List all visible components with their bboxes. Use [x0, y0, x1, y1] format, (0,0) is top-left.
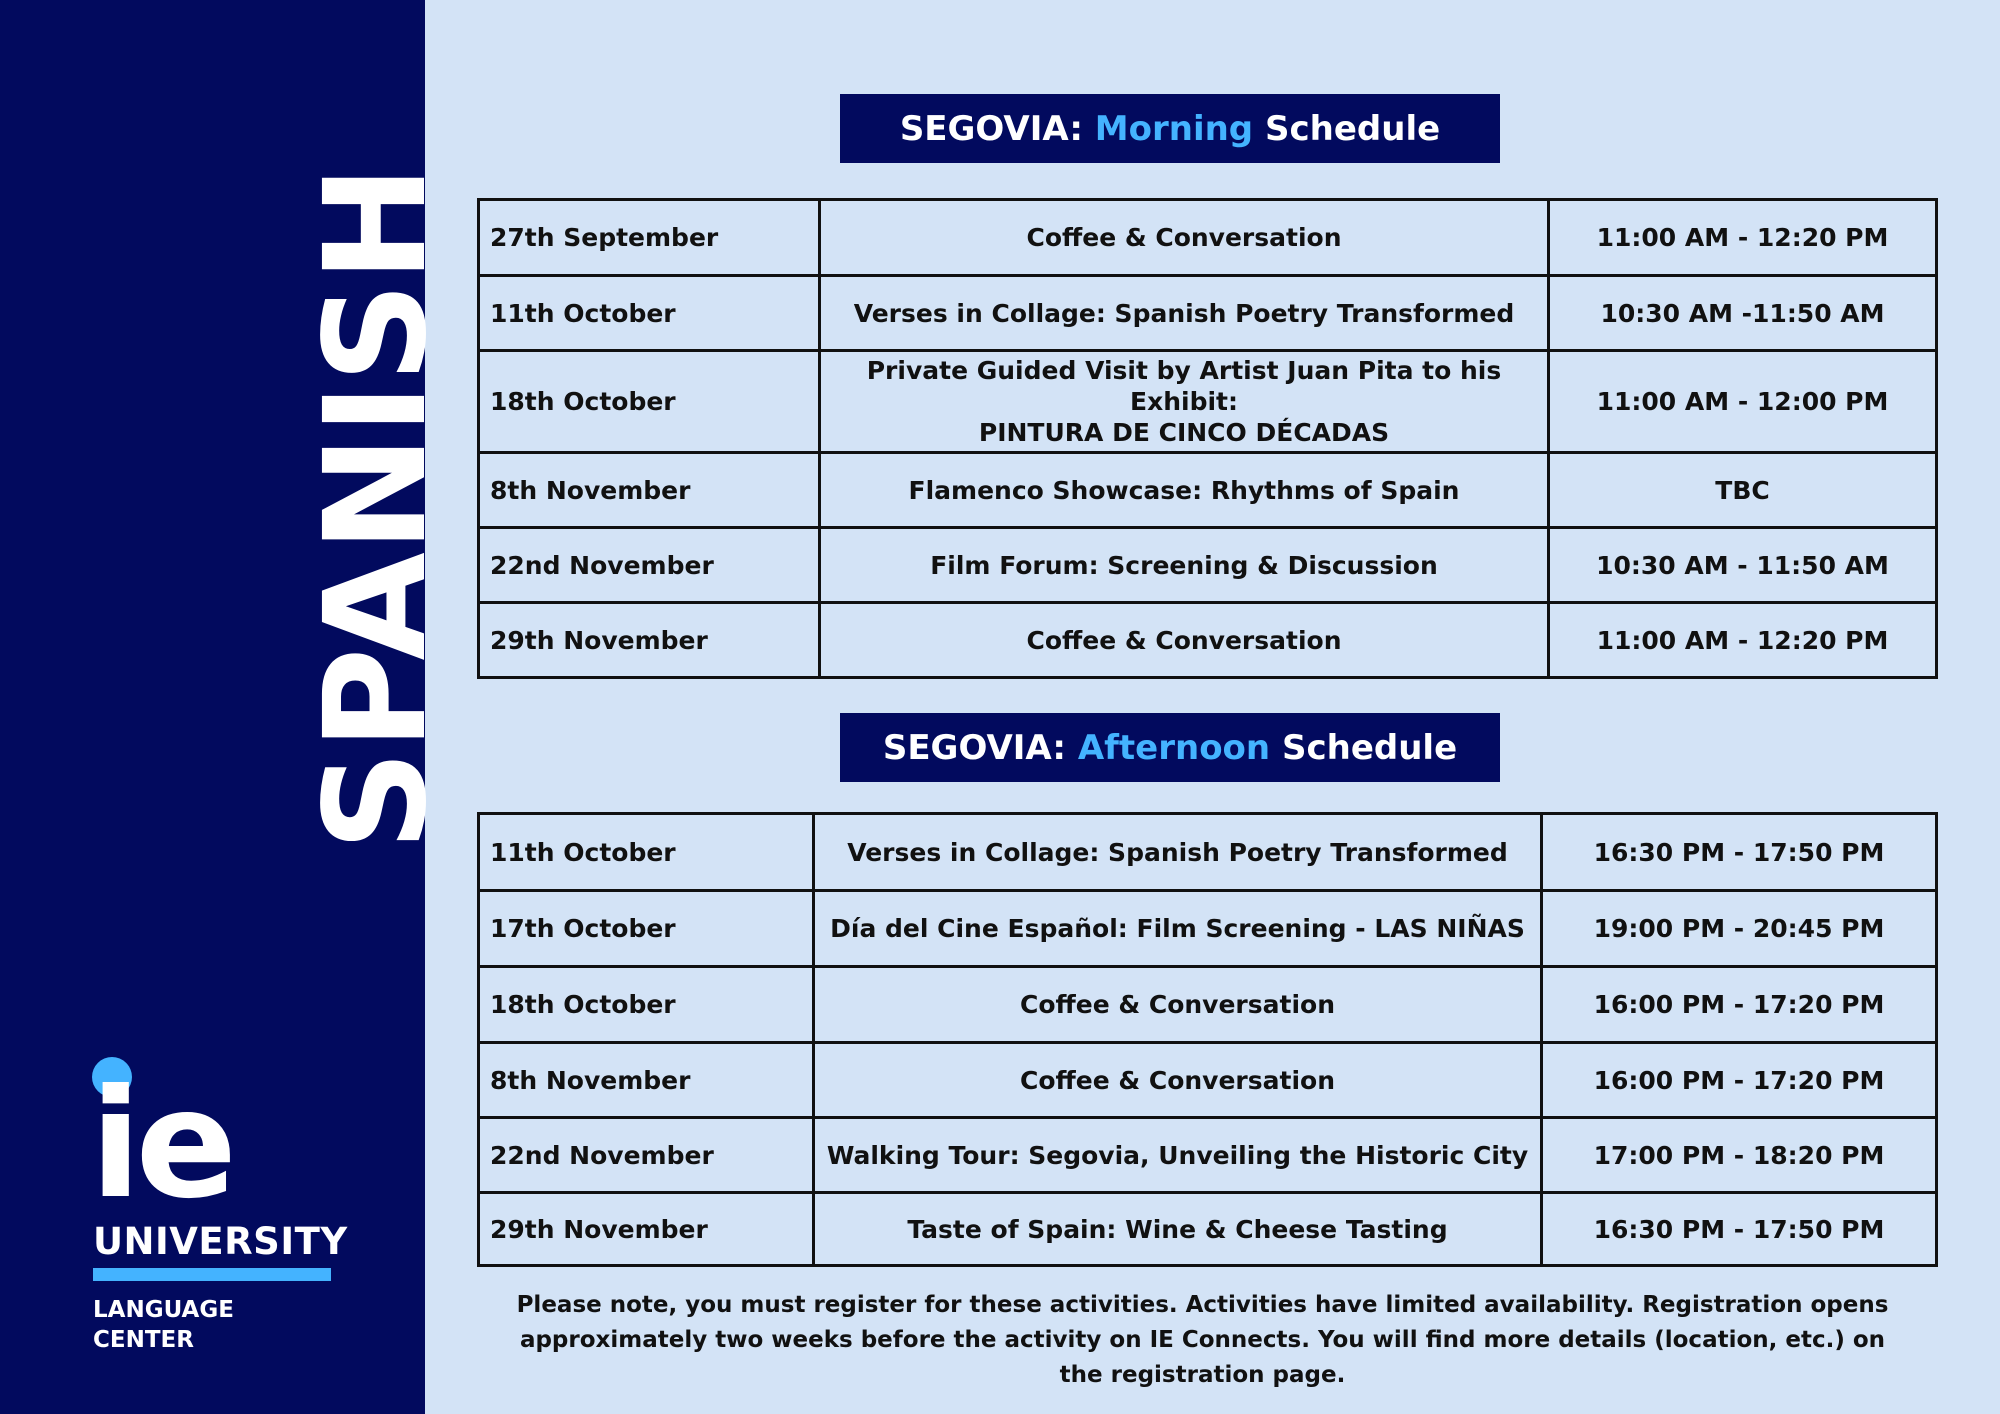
afternoon-heading-suffix: Schedule [1281, 727, 1458, 768]
logo-university-text: UNIVERSITY [93, 1220, 348, 1263]
date-cell: 11th October [479, 814, 814, 891]
date-cell: 11th October [479, 276, 820, 351]
morning-schedule-table [477, 198, 1938, 679]
event-line-1: Private Guided Visit by Artist Juan Pita to his Exhibit: [866, 356, 1502, 416]
event-cell: Coffee & Conversation [820, 603, 1549, 678]
morning-heading-suffix: Schedule [1265, 108, 1441, 149]
table-row [479, 1118, 1937, 1193]
time-cell: 11:00 AM - 12:20 PM [1549, 603, 1937, 678]
date-cell: 29th November [479, 603, 820, 678]
logo-language-center [93, 1295, 234, 1355]
table-row [479, 603, 1937, 678]
time-cell: 17:00 PM - 18:20 PM [1542, 1118, 1937, 1193]
afternoon-schedule-table [477, 812, 1938, 1267]
time-cell: 16:30 PM - 17:50 PM [1542, 814, 1937, 891]
date-cell: 17th October [479, 891, 814, 967]
logo-underline [93, 1268, 331, 1281]
time-cell: 16:00 PM - 17:20 PM [1542, 1043, 1937, 1118]
ie-logo-mark: ie [90, 1058, 232, 1232]
morning-heading-accent: Morning [1094, 108, 1254, 149]
registration-note: Please note, you must register for these activities. Activities have limited availability. Registration opens approximately two weeks before the activity on IE Connects. You will find more details (location, etc.) on the registration page. [516, 1292, 1889, 1388]
time-cell: 19:00 PM - 20:45 PM [1542, 891, 1937, 967]
afternoon-heading-prefix: SEGOVIA: [882, 727, 1066, 768]
table-row [479, 276, 1937, 351]
date-cell: 8th November [479, 1043, 814, 1118]
event-cell: Film Forum: Screening & Discussion [820, 528, 1549, 603]
afternoon-schedule-heading [840, 713, 1500, 782]
table-row [479, 891, 1937, 967]
time-cell: 10:30 AM - 11:50 AM [1549, 528, 1937, 603]
time-cell: 16:00 PM - 17:20 PM [1542, 967, 1937, 1043]
event-cell: Coffee & Conversation [820, 200, 1549, 276]
date-cell: 18th October [479, 351, 820, 453]
table-row [479, 967, 1937, 1043]
sidebar [0, 0, 458, 1414]
time-cell: 10:30 AM -11:50 AM [1549, 276, 1937, 351]
event-cell: Coffee & Conversation [814, 967, 1542, 1043]
logo-line-1: LANGUAGE [93, 1297, 234, 1323]
morning-heading-prefix: SEGOVIA: [899, 108, 1083, 149]
event-cell: Día del Cine Español: Film Screening - LAS NIÑAS [814, 891, 1542, 967]
logo-line-2: CENTER [93, 1327, 194, 1353]
event-cell: Verses in Collage: Spanish Poetry Transformed [814, 814, 1542, 891]
event-cell: Coffee & Conversation [814, 1043, 1542, 1118]
date-cell: 22nd November [479, 1118, 814, 1193]
event-cell: Verses in Collage: Spanish Poetry Transformed [820, 276, 1549, 351]
table-row [479, 1043, 1937, 1118]
date-cell: 27th September [479, 200, 820, 276]
afternoon-heading-accent: Afternoon [1077, 727, 1271, 768]
table-row [479, 1193, 1937, 1266]
time-cell: 11:00 AM - 12:00 PM [1549, 351, 1937, 453]
morning-schedule-heading [840, 94, 1500, 163]
event-line-2: PINTURA DE CINCO DÉCADAS [978, 418, 1390, 447]
date-cell: 29th November [479, 1193, 814, 1266]
event-cell [820, 351, 1549, 453]
time-cell: 11:00 AM - 12:20 PM [1549, 200, 1937, 276]
table-row [479, 351, 1937, 453]
event-cell: Flamenco Showcase: Rhythms of Spain [820, 453, 1549, 528]
time-cell: TBC [1549, 453, 1937, 528]
table-row [479, 814, 1937, 891]
time-cell: 16:30 PM - 17:50 PM [1542, 1193, 1937, 1266]
date-cell: 8th November [479, 453, 820, 528]
table-row [479, 528, 1937, 603]
date-cell: 18th October [479, 967, 814, 1043]
table-row [479, 200, 1937, 276]
date-cell: 22nd November [479, 528, 820, 603]
table-row [479, 453, 1937, 528]
event-cell: Walking Tour: Segovia, Unveiling the Historic City [814, 1118, 1542, 1193]
vertical-title: SPANISH [295, 164, 458, 852]
event-cell: Taste of Spain: Wine & Cheese Tasting [814, 1193, 1542, 1266]
